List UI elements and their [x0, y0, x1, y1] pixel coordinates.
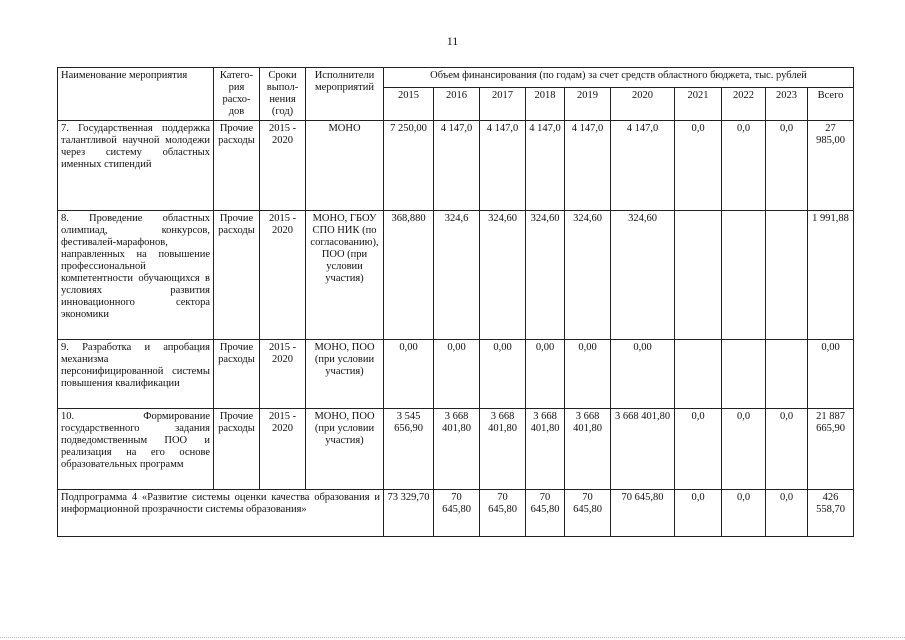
subtotal-name: Подпрограмма 4 «Развитие системы оценки качества образования и информационной прозрачности системы образования»	[58, 490, 384, 537]
row-value: 0,0	[766, 409, 808, 490]
row-value: 3 668 401,80	[434, 409, 480, 490]
table-row	[58, 121, 854, 211]
row-name: 10. Формирование государственного задания подведомственным ПОО и реализация на его основе образовательных программ	[58, 409, 214, 490]
header-terms: Сроки выпол-нения (год)	[260, 68, 306, 121]
subtotal-row	[58, 490, 854, 537]
row-value: 4 147,0	[434, 121, 480, 211]
row-total: 0,00	[808, 340, 854, 409]
subtotal-value: 0,0	[722, 490, 766, 537]
subtotal-value: 70 645,80	[480, 490, 526, 537]
header-year: 2017	[480, 88, 526, 121]
row-value: 324,6	[434, 211, 480, 340]
row-value: 4 147,0	[480, 121, 526, 211]
row-value	[766, 340, 808, 409]
scan-edge-divider	[0, 636, 905, 638]
table-row	[58, 409, 854, 490]
row-name: 7. Государственная поддержка талантливой научной молодежи через систему областных именных стипендий	[58, 121, 214, 211]
row-value: 0,00	[526, 340, 565, 409]
row-value: 0,00	[565, 340, 611, 409]
row-value: 0,0	[722, 409, 766, 490]
header-category: Катего-рия расхо-дов	[214, 68, 260, 121]
row-value: 324,60	[480, 211, 526, 340]
header-name: Наименование мероприятия	[58, 68, 214, 121]
row-value: 368,880	[384, 211, 434, 340]
row-value: 0,0	[675, 121, 722, 211]
table-row	[58, 211, 854, 340]
subtotal-value: 70 645,80	[434, 490, 480, 537]
row-value: 4 147,0	[611, 121, 675, 211]
subtotal-value: 70 645,80	[565, 490, 611, 537]
row-terms: 2015 - 2020	[260, 211, 306, 340]
row-value	[675, 211, 722, 340]
row-value: 324,60	[565, 211, 611, 340]
row-name: 8. Проведение областных олимпиад, конкурсов, фестивалей-марафонов, направленных на повышение профессиональной компетентности обучающихся в условиях развития инновационного сектора экономики	[58, 211, 214, 340]
row-value: 324,60	[526, 211, 565, 340]
row-value: 0,00	[384, 340, 434, 409]
page-number: 11	[446, 34, 459, 48]
header-executors: Исполнители мероприятий	[306, 68, 384, 121]
subtotal-value: 73 329,70	[384, 490, 434, 537]
subtotal-value: 0,0	[766, 490, 808, 537]
subtotal-value: 70 645,80	[526, 490, 565, 537]
row-value: 0,00	[434, 340, 480, 409]
header-year: 2015	[384, 88, 434, 121]
header-year: 2023	[766, 88, 808, 121]
table-row	[58, 340, 854, 409]
row-value: 0,0	[722, 121, 766, 211]
row-total: 21 887 665,90	[808, 409, 854, 490]
row-category: Прочие расходы	[214, 409, 260, 490]
row-value	[675, 340, 722, 409]
row-category: Прочие расходы	[214, 121, 260, 211]
row-value: 4 147,0	[526, 121, 565, 211]
header-year: 2021	[675, 88, 722, 121]
row-value	[722, 211, 766, 340]
row-value: 4 147,0	[565, 121, 611, 211]
row-value: 0,00	[611, 340, 675, 409]
header-year: 2016	[434, 88, 480, 121]
row-executors: МОНО, ГБОУ СПО НИК (по согласованию), ПОО (при условии участия)	[306, 211, 384, 340]
subtotal-total: 426 558,70	[808, 490, 854, 537]
row-value: 7 250,00	[384, 121, 434, 211]
row-value: 3 668 401,80	[480, 409, 526, 490]
financing-table	[57, 67, 854, 537]
row-value: 0,0	[766, 121, 808, 211]
row-executors: МОНО, ПОО (при условии участия)	[306, 409, 384, 490]
row-value	[766, 211, 808, 340]
header-row	[58, 68, 854, 88]
row-category: Прочие расходы	[214, 211, 260, 340]
row-value: 3 668 401,80	[611, 409, 675, 490]
header-total: Всего	[808, 88, 854, 121]
header-year: 2020	[611, 88, 675, 121]
row-value: 0,0	[675, 409, 722, 490]
row-value: 3 668 401,80	[565, 409, 611, 490]
header-year: 2018	[526, 88, 565, 121]
row-executors: МОНО	[306, 121, 384, 211]
row-terms: 2015 - 2020	[260, 121, 306, 211]
row-value: 3 545 656,90	[384, 409, 434, 490]
row-name: 9. Разработка и апробация механизма персонифицированной системы повышения квалификации	[58, 340, 214, 409]
row-value: 0,00	[480, 340, 526, 409]
subtotal-value: 70 645,80	[611, 490, 675, 537]
row-executors: МОНО, ПОО (при условии участия)	[306, 340, 384, 409]
header-financing: Объем финансирования (по годам) за счет средств областного бюджета, тыс. рублей	[384, 68, 854, 88]
subtotal-value: 0,0	[675, 490, 722, 537]
header-year: 2019	[565, 88, 611, 121]
row-total: 1 991,88	[808, 211, 854, 340]
row-value: 324,60	[611, 211, 675, 340]
row-terms: 2015 - 2020	[260, 409, 306, 490]
row-value: 3 668 401,80	[526, 409, 565, 490]
row-category: Прочие расходы	[214, 340, 260, 409]
row-value	[722, 340, 766, 409]
row-total: 27 985,00	[808, 121, 854, 211]
header-year: 2022	[722, 88, 766, 121]
row-terms: 2015 - 2020	[260, 340, 306, 409]
